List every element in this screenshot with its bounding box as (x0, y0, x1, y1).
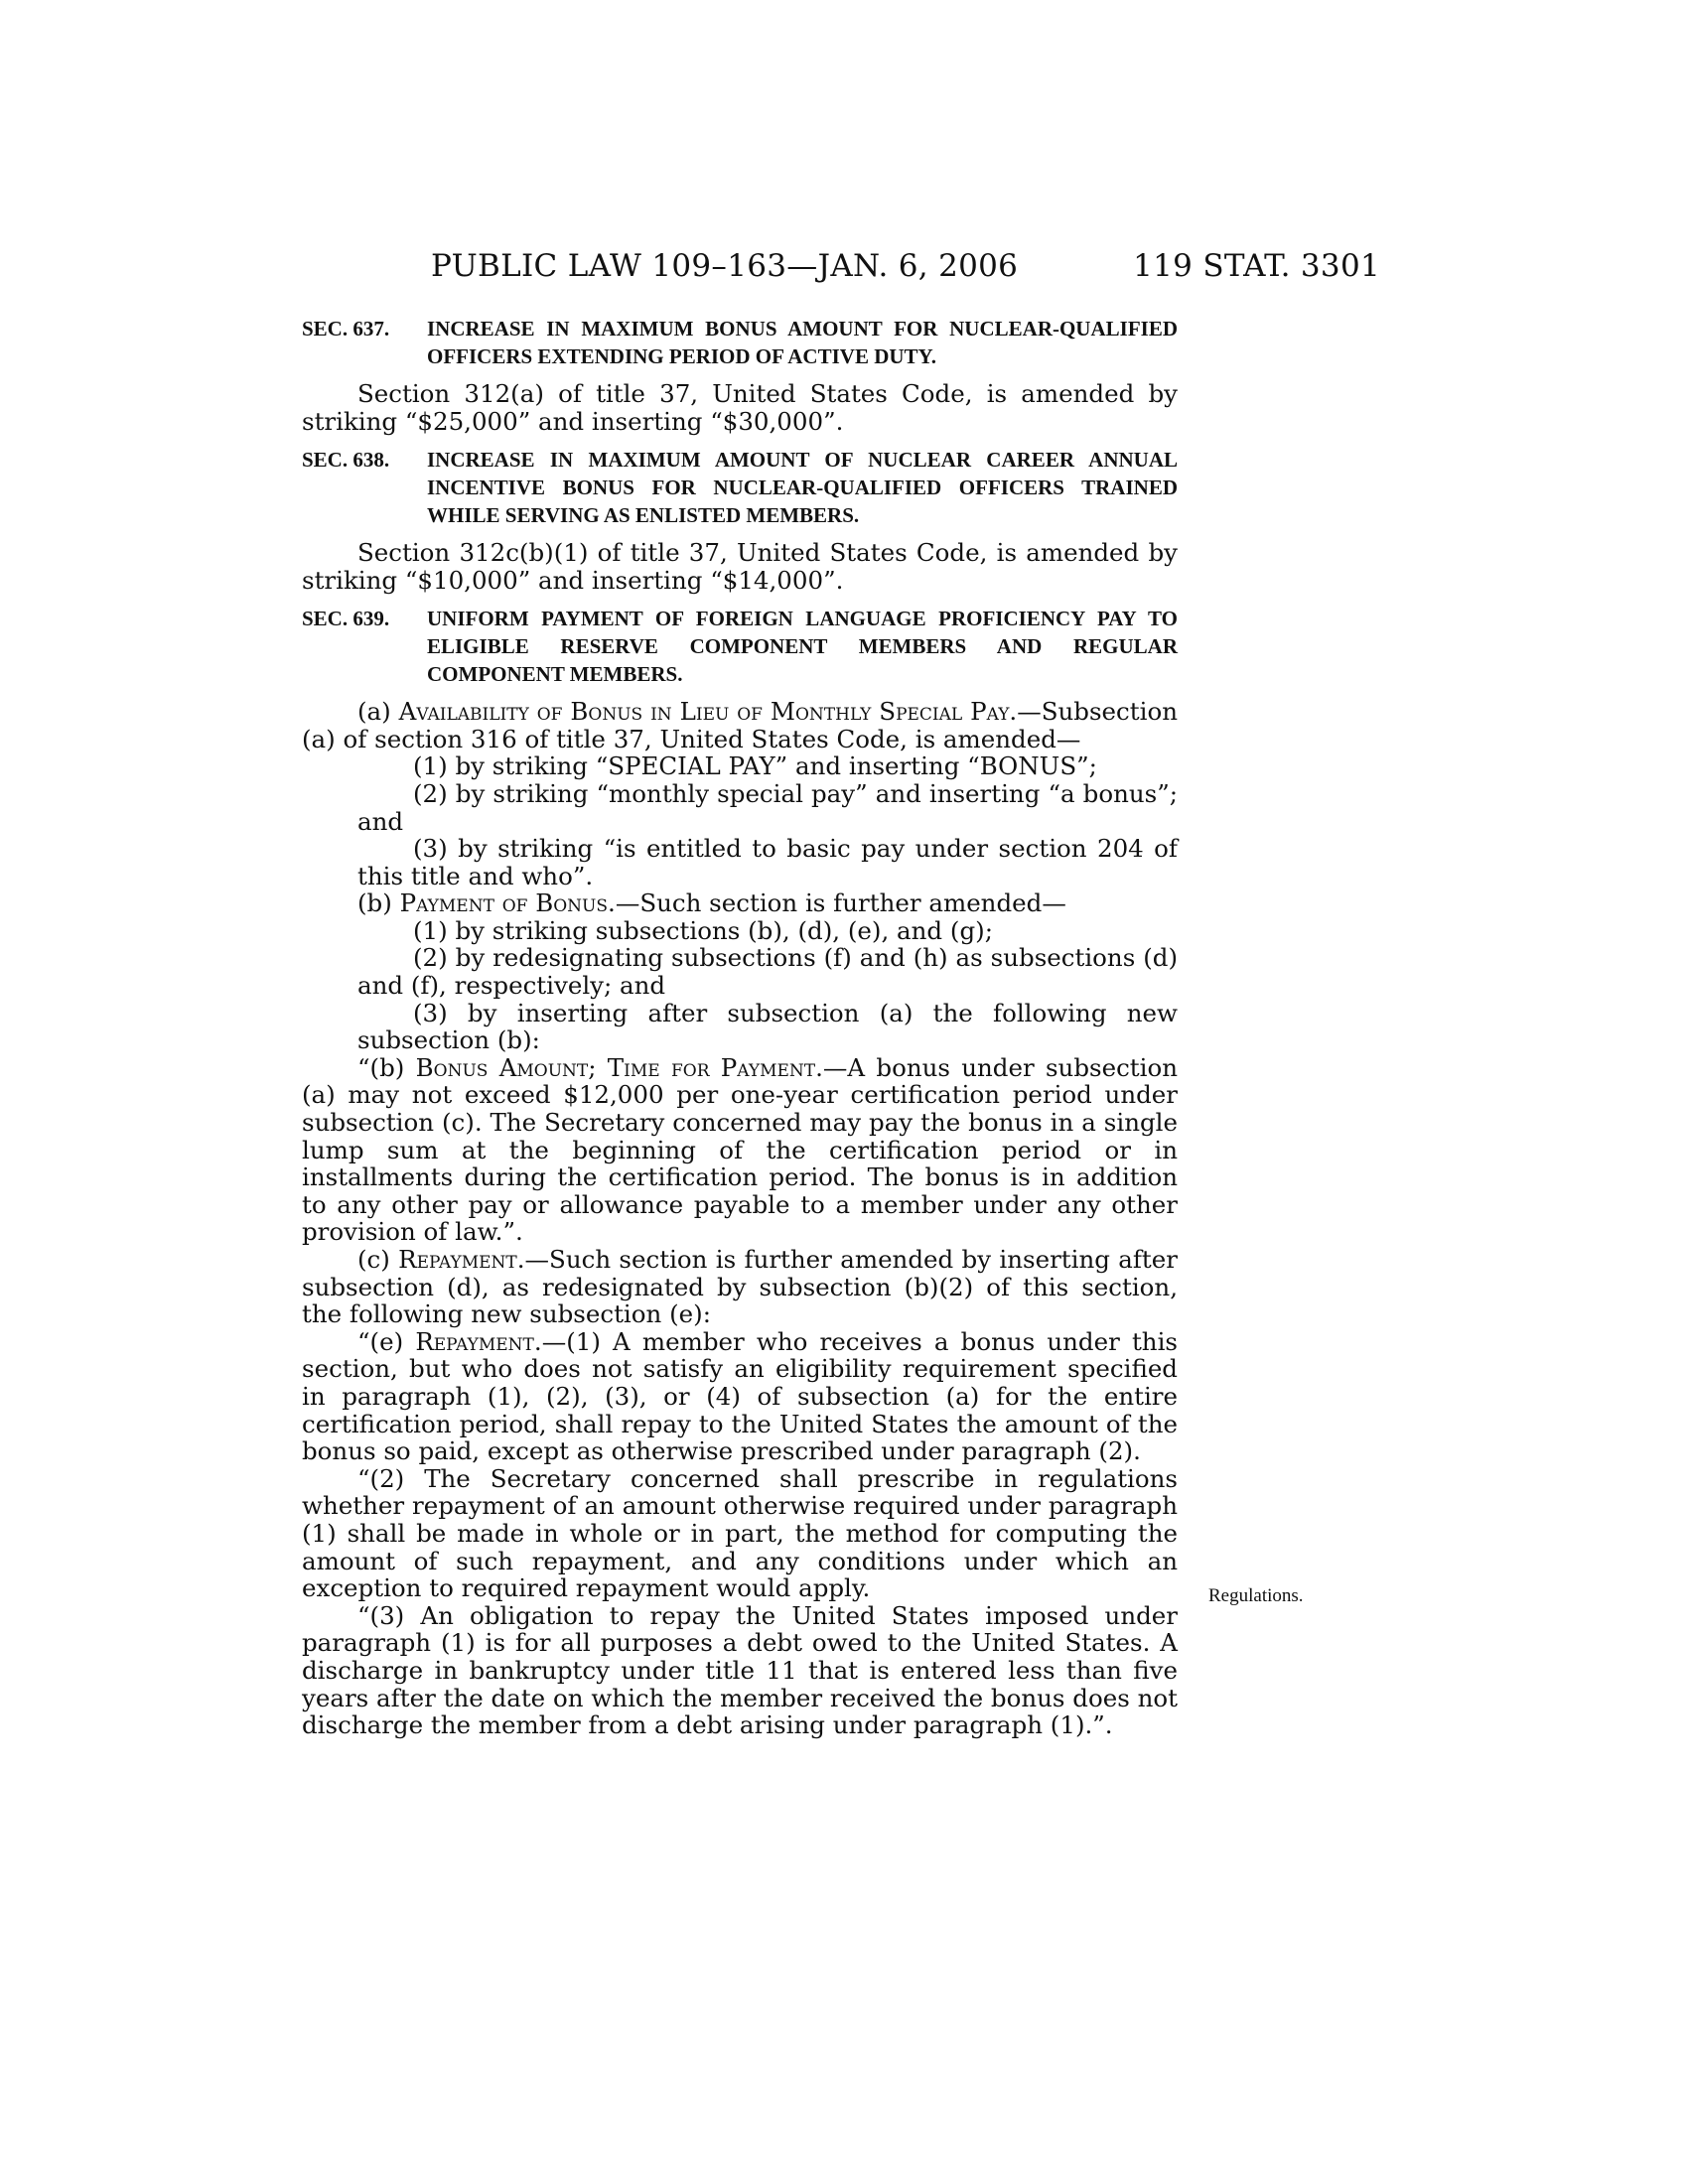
paragraph-a1: (1) by striking “SPECIAL PAY” and inserting “BONUS”; (413, 751, 1097, 781)
paragraph-b3: (3) by inserting after subsection (a) the following new subsection (b): (357, 998, 1178, 1055)
quoted-paragraph-e3: “(3) An obligation to repay the United States imposed under paragraph (1) is for all purposes a debt owed to the United States. A discharge in bankruptcy under title 11 that is entered less than five years after the date on which the member received the bonus does not discharge the member from a debt arising under paragraph (1).”. (302, 1600, 1178, 1740)
subsection-text: —Such section is further amended by inserting after subsection (d), as redesignated by subsection (b)(2) of this section, the following new subsection (e): (302, 1245, 1178, 1329)
subsection-heading: Bonus Amount; Time for Payment. (415, 1052, 823, 1082)
paragraph-b1: (1) by striking subsections (b), (d), (e), and (g); (413, 915, 993, 945)
section-number: SEC. 638. (302, 448, 390, 473)
subsection-prefix: (c) (357, 1245, 390, 1274)
quoted-paragraph-e2: “(2) The Secretary concerned shall prescribe in regulations whether repayment of an amount otherwise required under paragraph (1) shall be made in whole or in part, the method for computing the amount of such repayment, and any conditions under which an exception to required repayment would apply. (302, 1463, 1178, 1603)
subsection-prefix: “(e) (357, 1326, 404, 1356)
running-header (298, 248, 1380, 292)
subsection-heading: Repayment. (415, 1326, 542, 1356)
document-body (302, 316, 1178, 1739)
section-text-637: Section 312(a) of title 37, United States Code, is amended by striking “$25,000” and inserting “$30,000”. (302, 379, 1178, 436)
subsection-prefix: (a) (357, 697, 391, 727)
section-number: SEC. 639. (302, 607, 390, 631)
section-heading-637 (302, 316, 1178, 370)
subsection-a (302, 698, 1178, 752)
subsection-text: —A bonus under subsection (a) may not exceed $12,000 per one-year certification period under subsection (c). The Secretary concerned may pay the bonus in a single lump sum at the beginning of the certification period or in installments during the certification period. The bonus is in addition to any other pay or allowance payable to a member under any other provision of law.”. (302, 1052, 1179, 1247)
subsection-text: —Such section is further amended— (615, 888, 1066, 918)
subsection-heading: Payment of Bonus. (399, 888, 616, 918)
quoted-subsection-b (302, 1054, 1178, 1246)
section-number: SEC. 637. (302, 317, 390, 341)
header-title: PUBLIC LAW 109–163—JAN. 6, 2006 (431, 248, 1019, 284)
section-heading-638 (302, 447, 1178, 529)
section-title: INCREASE IN MAXIMUM AMOUNT OF NUCLEAR CAREER ANNUAL INCENTIVE BONUS FOR NUCLEAR-QUALIFIED OFFICERS TRAINED WHILE SERVING AS ENLISTED MEMBERS. (427, 448, 1178, 527)
page-number: 119 STAT. 3301 (1133, 248, 1380, 284)
subsection-prefix: (b) (357, 888, 392, 918)
subsection-heading: Repayment. (398, 1245, 525, 1274)
section-text-638: Section 312c(b)(1) of title 37, United States Code, is amended by striking “$10,000” and inserting “$14,000”. (302, 538, 1178, 595)
subsection-text: —(1) A member who receives a bonus under this section, but who does not satisfy an eligibility requirement specified in paragraph (1), (2), (3), or (4) of subsection (a) for the entire certification period, shall repay to the United States the amount of the bonus so paid, except as otherwise prescribed under paragraph (2). (302, 1326, 1178, 1466)
section-heading-639 (302, 606, 1178, 688)
quoted-subsection-e (302, 1328, 1178, 1465)
margin-note: Regulations. (1208, 1585, 1304, 1606)
section-title: INCREASE IN MAXIMUM BONUS AMOUNT FOR NUCLEAR-QUALIFIED OFFICERS EXTENDING PERIOD OF ACTIVE DUTY. (427, 317, 1178, 368)
subsection-prefix: “(b) (357, 1052, 405, 1082)
paragraph-a2: (2) by striking “monthly special pay” and inserting “a bonus”; and (357, 778, 1178, 836)
subsection-b (302, 889, 1178, 917)
subsection-c (302, 1246, 1178, 1328)
section-title: UNIFORM PAYMENT OF FOREIGN LANGUAGE PROFICIENCY PAY TO ELIGIBLE RESERVE COMPONENT MEMBERS AND REGULAR COMPONENT MEMBERS. (427, 607, 1178, 686)
paragraph-a3: (3) by striking “is entitled to basic pay under section 204 of this title and who”. (357, 834, 1178, 890)
paragraph-b2: (2) by redesignating subsections (f) and (h) as subsections (d) and (f), respectively; and (357, 943, 1178, 1001)
subsection-text: —Subsection (a) of section 316 of title 37, United States Code, is amended— (302, 697, 1178, 753)
subsection-heading: Availability of Bonus in Lieu of Monthly Special Pay. (398, 697, 1018, 727)
